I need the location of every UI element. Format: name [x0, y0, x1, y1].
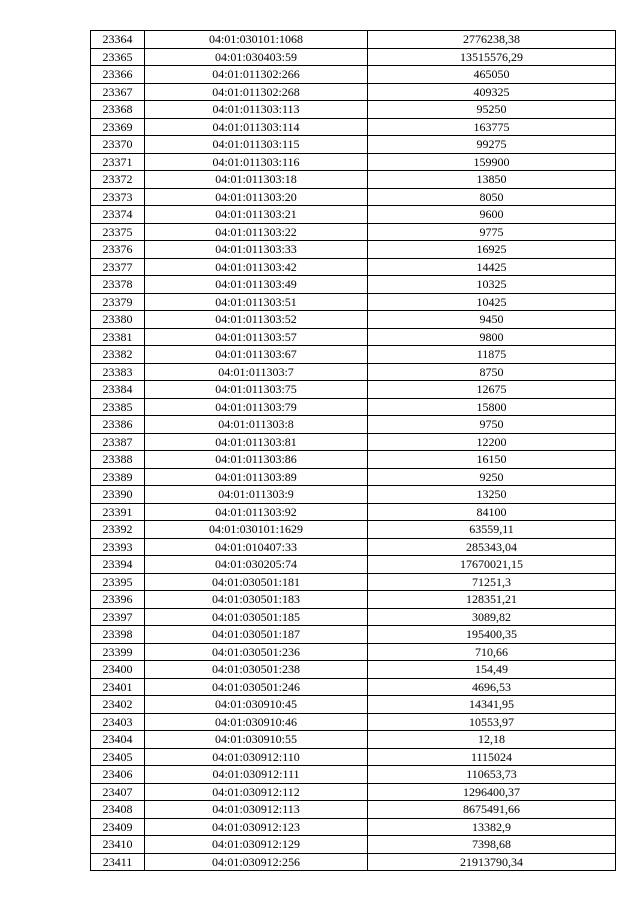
row-number-cell: 23384 — [91, 381, 145, 399]
row-number-cell: 23389 — [91, 468, 145, 486]
cadastral-number-cell: 04:01:030912:110 — [145, 748, 368, 766]
cadastral-number-cell: 04:01:011303:75 — [145, 381, 368, 399]
cadastral-number-cell: 04:01:030912:111 — [145, 766, 368, 784]
cadastral-value-cell: 159900 — [368, 153, 616, 171]
cadastral-number-cell: 04:01:011303:33 — [145, 241, 368, 259]
row-number-cell: 23386 — [91, 416, 145, 434]
cadastral-number-cell: 04:01:011303:79 — [145, 398, 368, 416]
row-number-cell: 23382 — [91, 346, 145, 364]
table-row — [91, 486, 616, 504]
table-row — [91, 171, 616, 189]
row-number-cell: 23394 — [91, 556, 145, 574]
row-number-cell: 23405 — [91, 748, 145, 766]
cadastral-number-cell: 04:01:011303:51 — [145, 293, 368, 311]
cadastral-value-cell: 63559,11 — [368, 521, 616, 539]
cadastral-number-cell: 04:01:030501:187 — [145, 626, 368, 644]
cadastral-value-cell: 9600 — [368, 206, 616, 224]
cadastral-value-cell: 8050 — [368, 188, 616, 206]
cadastral-number-cell: 04:01:011303:113 — [145, 101, 368, 119]
table-row — [91, 188, 616, 206]
row-number-cell: 23367 — [91, 83, 145, 101]
cadastral-value-cell: 409325 — [368, 83, 616, 101]
row-number-cell: 23383 — [91, 363, 145, 381]
row-number-cell: 23374 — [91, 206, 145, 224]
cadastral-number-cell: 04:01:030912:123 — [145, 818, 368, 836]
cadastral-value-cell: 110653,73 — [368, 766, 616, 784]
cadastral-value-cell: 13250 — [368, 486, 616, 504]
row-number-cell: 23376 — [91, 241, 145, 259]
table-row — [91, 643, 616, 661]
row-number-cell: 23393 — [91, 538, 145, 556]
table-row — [91, 398, 616, 416]
row-number-cell: 23411 — [91, 853, 145, 871]
cadastral-value-cell: 14425 — [368, 258, 616, 276]
cadastral-number-cell: 04:01:011303:86 — [145, 451, 368, 469]
cadastral-number-cell: 04:01:030910:46 — [145, 713, 368, 731]
row-number-cell: 23410 — [91, 836, 145, 854]
row-number-cell: 23370 — [91, 136, 145, 154]
cadastral-value-cell: 710,66 — [368, 643, 616, 661]
cadastral-number-cell: 04:01:011303:52 — [145, 311, 368, 329]
table-row — [91, 433, 616, 451]
cadastral-number-cell: 04:01:030501:238 — [145, 661, 368, 679]
table-row — [91, 591, 616, 609]
cadastral-number-cell: 04:01:011303:8 — [145, 416, 368, 434]
cadastral-number-cell: 04:01:030501:236 — [145, 643, 368, 661]
cadastral-number-cell: 04:01:011303:92 — [145, 503, 368, 521]
table-row — [91, 696, 616, 714]
table-row — [91, 538, 616, 556]
table-row — [91, 66, 616, 84]
row-number-cell: 23372 — [91, 171, 145, 189]
row-number-cell: 23388 — [91, 451, 145, 469]
cadastral-number-cell: 04:01:030912:113 — [145, 801, 368, 819]
row-number-cell: 23395 — [91, 573, 145, 591]
row-number-cell: 23380 — [91, 311, 145, 329]
cadastral-value-cell: 16925 — [368, 241, 616, 259]
cadastral-number-cell: 04:01:030912:129 — [145, 836, 368, 854]
cadastral-value-cell: 285343,04 — [368, 538, 616, 556]
cadastral-value-cell: 10553,97 — [368, 713, 616, 731]
cadastral-number-cell: 04:01:011303:67 — [145, 346, 368, 364]
row-number-cell: 23368 — [91, 101, 145, 119]
cadastral-value-cell: 13850 — [368, 171, 616, 189]
cadastral-number-cell: 04:01:011302:266 — [145, 66, 368, 84]
row-number-cell: 23400 — [91, 661, 145, 679]
table-row — [91, 521, 616, 539]
table-row — [91, 556, 616, 574]
cadastral-number-cell: 04:01:030910:45 — [145, 696, 368, 714]
cadastral-number-cell: 04:01:030912:256 — [145, 853, 368, 871]
table-row — [91, 83, 616, 101]
table-row — [91, 713, 616, 731]
row-number-cell: 23387 — [91, 433, 145, 451]
table-row — [91, 766, 616, 784]
cadastral-number-cell: 04:01:011303:115 — [145, 136, 368, 154]
cadastral-number-cell: 04:01:030403:59 — [145, 48, 368, 66]
row-number-cell: 23397 — [91, 608, 145, 626]
cadastral-value-cell: 8750 — [368, 363, 616, 381]
row-number-cell: 23399 — [91, 643, 145, 661]
table-row — [91, 153, 616, 171]
cadastral-number-cell: 04:01:030101:1629 — [145, 521, 368, 539]
cadastral-value-cell: 1296400,37 — [368, 783, 616, 801]
table-row — [91, 276, 616, 294]
row-number-cell: 23403 — [91, 713, 145, 731]
cadastral-value-cell: 4696,53 — [368, 678, 616, 696]
cadastral-number-cell: 04:01:030101:1068 — [145, 31, 368, 49]
cadastral-number-cell: 04:01:011303:81 — [145, 433, 368, 451]
cadastral-value-cell: 99275 — [368, 136, 616, 154]
cadastral-number-cell: 04:01:011303:20 — [145, 188, 368, 206]
row-number-cell: 23409 — [91, 818, 145, 836]
cadastral-number-cell: 04:01:010407:33 — [145, 538, 368, 556]
table-row — [91, 328, 616, 346]
cadastral-value-table — [90, 30, 616, 871]
cadastral-value-cell: 10425 — [368, 293, 616, 311]
cadastral-number-cell: 04:01:011303:116 — [145, 153, 368, 171]
table-row — [91, 206, 616, 224]
cadastral-value-cell: 11875 — [368, 346, 616, 364]
cadastral-value-cell: 84100 — [368, 503, 616, 521]
table-row — [91, 363, 616, 381]
table-row — [91, 293, 616, 311]
table-row — [91, 311, 616, 329]
table-row — [91, 503, 616, 521]
table-row — [91, 853, 616, 871]
row-number-cell: 23385 — [91, 398, 145, 416]
row-number-cell: 23381 — [91, 328, 145, 346]
cadastral-number-cell: 04:01:030501:183 — [145, 591, 368, 609]
table-row — [91, 31, 616, 49]
table-row — [91, 241, 616, 259]
cadastral-value-cell: 12200 — [368, 433, 616, 451]
table-row — [91, 416, 616, 434]
row-number-cell: 23391 — [91, 503, 145, 521]
cadastral-number-cell: 04:01:011303:49 — [145, 276, 368, 294]
cadastral-value-cell: 9775 — [368, 223, 616, 241]
row-number-cell: 23377 — [91, 258, 145, 276]
table-row — [91, 783, 616, 801]
row-number-cell: 23406 — [91, 766, 145, 784]
cadastral-value-cell: 154,49 — [368, 661, 616, 679]
cadastral-number-cell: 04:01:030910:55 — [145, 731, 368, 749]
row-number-cell: 23396 — [91, 591, 145, 609]
cadastral-number-cell: 04:01:011303:57 — [145, 328, 368, 346]
cadastral-value-cell: 9800 — [368, 328, 616, 346]
table-row — [91, 223, 616, 241]
cadastral-value-cell: 163775 — [368, 118, 616, 136]
table-row — [91, 573, 616, 591]
table-row — [91, 451, 616, 469]
table-row — [91, 48, 616, 66]
table-row — [91, 801, 616, 819]
cadastral-value-cell: 3089,82 — [368, 608, 616, 626]
cadastral-value-cell: 15800 — [368, 398, 616, 416]
table-row — [91, 381, 616, 399]
cadastral-value-cell: 9750 — [368, 416, 616, 434]
cadastral-number-cell: 04:01:011303:18 — [145, 171, 368, 189]
cadastral-value-cell: 13382,9 — [368, 818, 616, 836]
cadastral-value-cell: 10325 — [368, 276, 616, 294]
table-row — [91, 748, 616, 766]
cadastral-value-cell: 9450 — [368, 311, 616, 329]
table-row — [91, 818, 616, 836]
cadastral-number-cell: 04:01:011303:22 — [145, 223, 368, 241]
table-row — [91, 136, 616, 154]
cadastral-value-cell: 2776238,38 — [368, 31, 616, 49]
cadastral-number-cell: 04:01:030501:185 — [145, 608, 368, 626]
row-number-cell: 23373 — [91, 188, 145, 206]
cadastral-value-cell: 12,18 — [368, 731, 616, 749]
cadastral-value-cell: 95250 — [368, 101, 616, 119]
row-number-cell: 23392 — [91, 521, 145, 539]
cadastral-value-cell: 13515576,29 — [368, 48, 616, 66]
cadastral-number-cell: 04:01:011302:268 — [145, 83, 368, 101]
cadastral-value-cell: 12675 — [368, 381, 616, 399]
row-number-cell: 23365 — [91, 48, 145, 66]
table-row — [91, 101, 616, 119]
cadastral-number-cell: 04:01:011303:21 — [145, 206, 368, 224]
table-row — [91, 836, 616, 854]
row-number-cell: 23404 — [91, 731, 145, 749]
cadastral-number-cell: 04:01:011303:42 — [145, 258, 368, 276]
table-row — [91, 731, 616, 749]
row-number-cell: 23398 — [91, 626, 145, 644]
table-row — [91, 661, 616, 679]
cadastral-number-cell: 04:01:011303:7 — [145, 363, 368, 381]
row-number-cell: 23371 — [91, 153, 145, 171]
cadastral-value-cell: 195400,35 — [368, 626, 616, 644]
cadastral-value-cell: 16150 — [368, 451, 616, 469]
row-number-cell: 23379 — [91, 293, 145, 311]
cadastral-number-cell: 04:01:011303:89 — [145, 468, 368, 486]
cadastral-value-cell: 7398,68 — [368, 836, 616, 854]
cadastral-value-cell: 128351,21 — [368, 591, 616, 609]
table-row — [91, 608, 616, 626]
table-body — [91, 31, 616, 871]
table-row — [91, 678, 616, 696]
row-number-cell: 23407 — [91, 783, 145, 801]
cadastral-value-cell: 14341,95 — [368, 696, 616, 714]
row-number-cell: 23378 — [91, 276, 145, 294]
cadastral-value-cell: 1115024 — [368, 748, 616, 766]
cadastral-number-cell: 04:01:011303:114 — [145, 118, 368, 136]
row-number-cell: 23390 — [91, 486, 145, 504]
cadastral-number-cell: 04:01:030205:74 — [145, 556, 368, 574]
row-number-cell: 23369 — [91, 118, 145, 136]
row-number-cell: 23401 — [91, 678, 145, 696]
cadastral-number-cell: 04:01:030501:181 — [145, 573, 368, 591]
row-number-cell: 23408 — [91, 801, 145, 819]
cadastral-value-cell: 9250 — [368, 468, 616, 486]
cadastral-value-cell: 71251,3 — [368, 573, 616, 591]
table-row — [91, 346, 616, 364]
cadastral-value-cell: 17670021,15 — [368, 556, 616, 574]
table-row — [91, 626, 616, 644]
cadastral-value-cell: 8675491,66 — [368, 801, 616, 819]
table-row — [91, 258, 616, 276]
cadastral-value-cell: 21913790,34 — [368, 853, 616, 871]
cadastral-number-cell: 04:01:030912:112 — [145, 783, 368, 801]
cadastral-number-cell: 04:01:030501:246 — [145, 678, 368, 696]
table-row — [91, 468, 616, 486]
cadastral-number-cell: 04:01:011303:9 — [145, 486, 368, 504]
row-number-cell: 23375 — [91, 223, 145, 241]
row-number-cell: 23366 — [91, 66, 145, 84]
row-number-cell: 23364 — [91, 31, 145, 49]
cadastral-value-cell: 465050 — [368, 66, 616, 84]
table-row — [91, 118, 616, 136]
row-number-cell: 23402 — [91, 696, 145, 714]
